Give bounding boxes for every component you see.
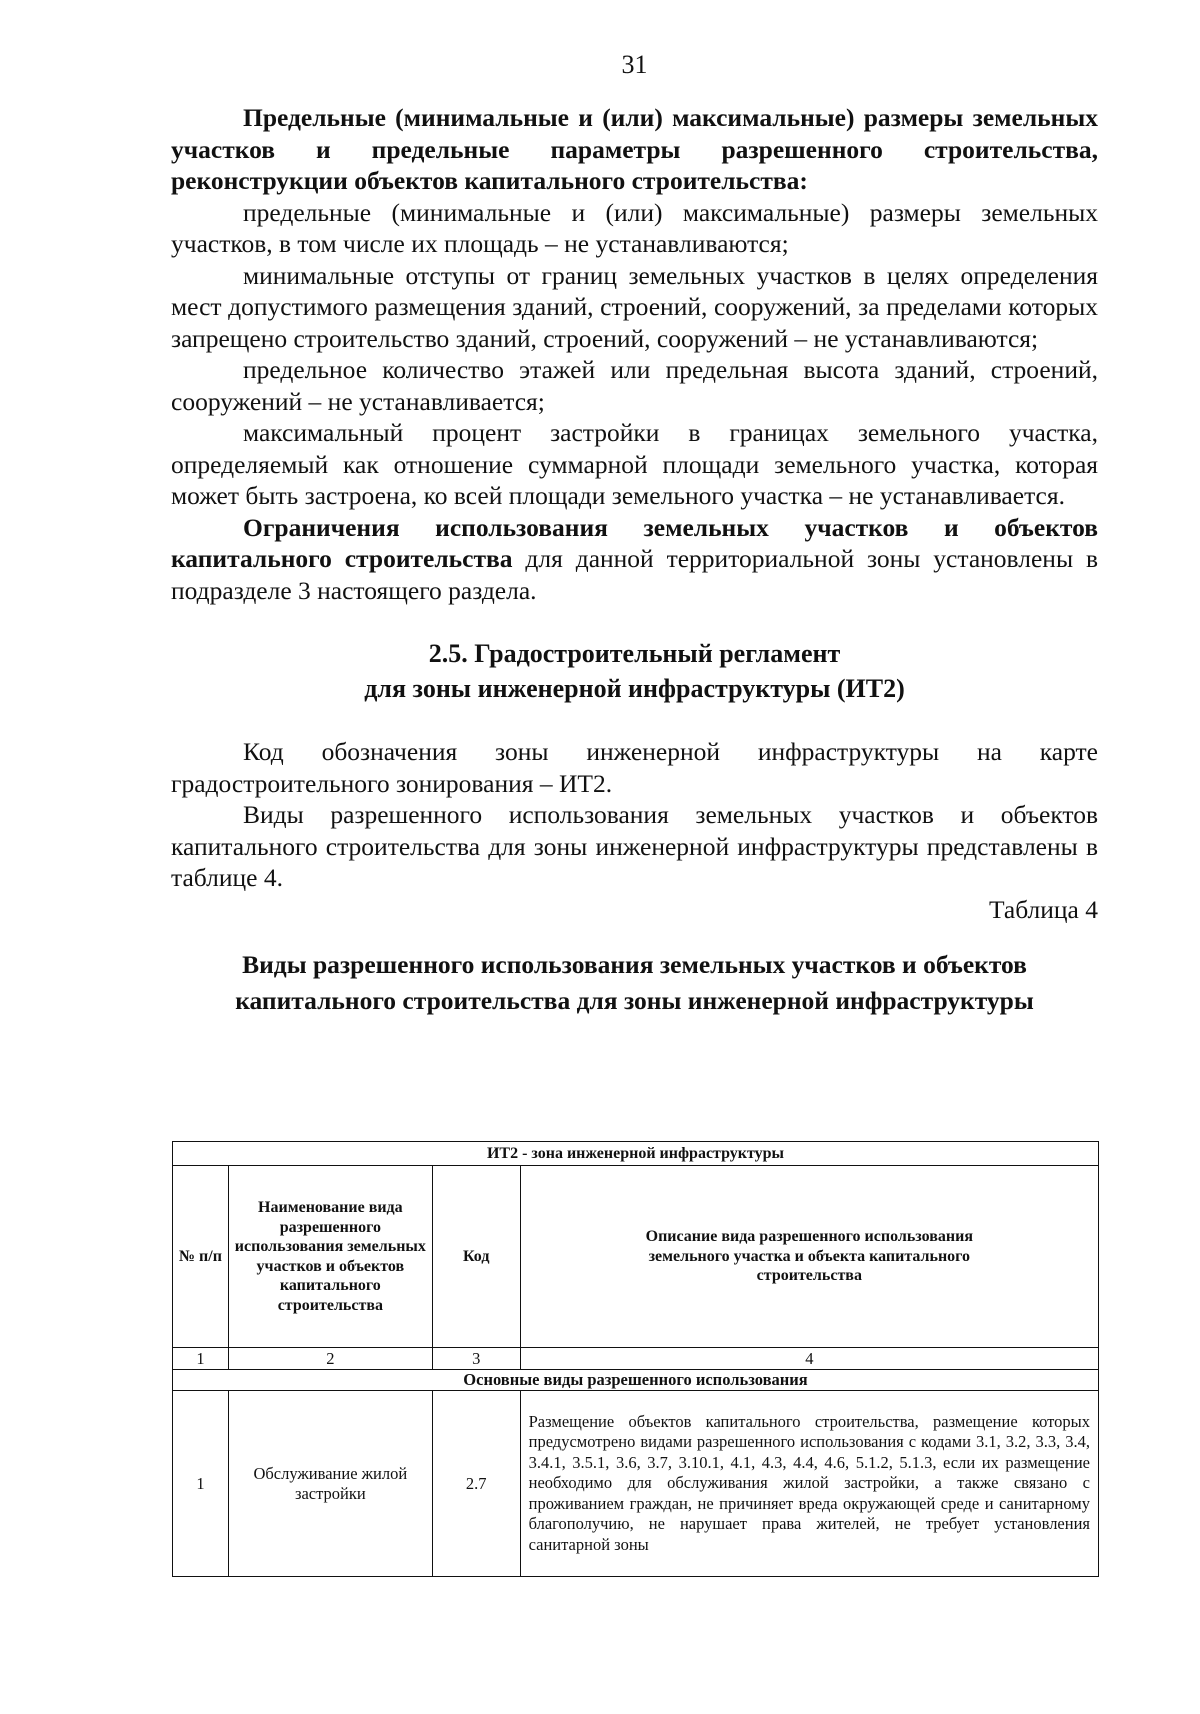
header-code: Код xyxy=(432,1166,520,1348)
limit-item-4: максимальный процент застройки в границах земельного участка, определяемый как отношение суммарной площади земельного участка, которая может быть застроена, ко всей площади земельного участка – не устанавливается. xyxy=(171,418,1098,510)
section-title-line1: 2.5. Градостроительный регламент xyxy=(428,639,841,668)
restrictions-bold: Ограничения использования земельных участков и объектов капитального строительства xyxy=(171,512,1098,573)
limit-item-1: предельные (минимальные и (или) максимальные) размеры земельных участков, в том числе их площадь – не устанавливаются; xyxy=(171,197,1098,258)
document-page xyxy=(171,50,1098,1019)
header-description: Описание вида разрешенного использования земельного участка и объекта капитального строительства xyxy=(520,1166,1098,1348)
restrictions-text: для данной территориальной зоны установлены в подразделе 3 настоящего раздела. xyxy=(171,544,1099,605)
table-column-numbers-row xyxy=(173,1348,1099,1370)
permitted-uses-table xyxy=(172,1141,1099,1577)
table-row xyxy=(173,1391,1099,1577)
col-number-1: 1 xyxy=(173,1348,229,1370)
section-title-line2: для зоны инженерной инфраструктуры (ИТ2) xyxy=(364,674,905,703)
restrictions-paragraph xyxy=(171,512,1098,607)
page-number: 31 xyxy=(621,50,648,79)
table-section-row xyxy=(173,1370,1099,1391)
limits-heading: Предельные (минимальные и (или) максимальные) размеры земельных участков и предельные параметры разрешенного строительства, реконструкции объектов капитального строительства: xyxy=(171,103,1098,195)
table-caption: Виды разрешенного использования земельных участков и объектов капитального строительства для зоны инженерной инфраструктуры xyxy=(235,949,1034,1015)
table-label: Таблица 4 xyxy=(988,894,1098,924)
limit-item-3: предельное количество этажей или предельная высота зданий, строений, сооружений – не устанавливается; xyxy=(171,355,1098,416)
header-num: № п/п xyxy=(173,1166,229,1348)
zone-code-paragraph: Код обозначения зоны инженерной инфраструктуры на карте градостроительного зонирования – ИТ2. xyxy=(171,737,1098,798)
section-row-main-uses: Основные виды разрешенного использования xyxy=(173,1370,1099,1391)
table-zone-header-row xyxy=(173,1142,1099,1166)
row-name: Обслуживание жилой застройки xyxy=(228,1391,432,1577)
col-number-3: 3 xyxy=(432,1348,520,1370)
header-name: Наименование вида разрешенного использования земельных участков и объектов капитального строительства xyxy=(228,1166,432,1348)
col-number-2: 2 xyxy=(228,1348,432,1370)
row-code: 2.7 xyxy=(432,1391,520,1577)
permitted-uses-paragraph: Виды разрешенного использования земельных участков и объектов капитального строительства для зоны инженерной инфраструктуры представлены в таблице 4. xyxy=(171,800,1098,892)
row-num: 1 xyxy=(173,1391,229,1577)
table-column-header-row xyxy=(173,1166,1099,1348)
row-description: Размещение объектов капитального строительства, размещение которых предусмотрено видами разрешенного использования с кодами 3.1, 3.2, 3.3, 3.4, 3.4.1, 3.5.1, 3.6, 3.7, 3.10.1, 4.1, 4.3, 4.4, 4.6, 5.1.2, 5.1.3, если их размещение необходимо для обслуживания жилой застройки, а также связано с проживанием граждан, не причиняет вреда окружающей среде и санитарному благополучию, не нарушает права жителей, не требует установления санитарной зоны xyxy=(520,1391,1098,1577)
col-number-4: 4 xyxy=(520,1348,1098,1370)
limit-item-2: минимальные отступы от границ земельных участков в целях определения мест допустимого размещения зданий, строений, сооружений, за пределами которых запрещено строительство зданий, строений, сооружений – не устанавливаются; xyxy=(171,260,1098,353)
zone-header-cell: ИТ2 - зона инженерной инфраструктуры xyxy=(173,1142,1099,1166)
